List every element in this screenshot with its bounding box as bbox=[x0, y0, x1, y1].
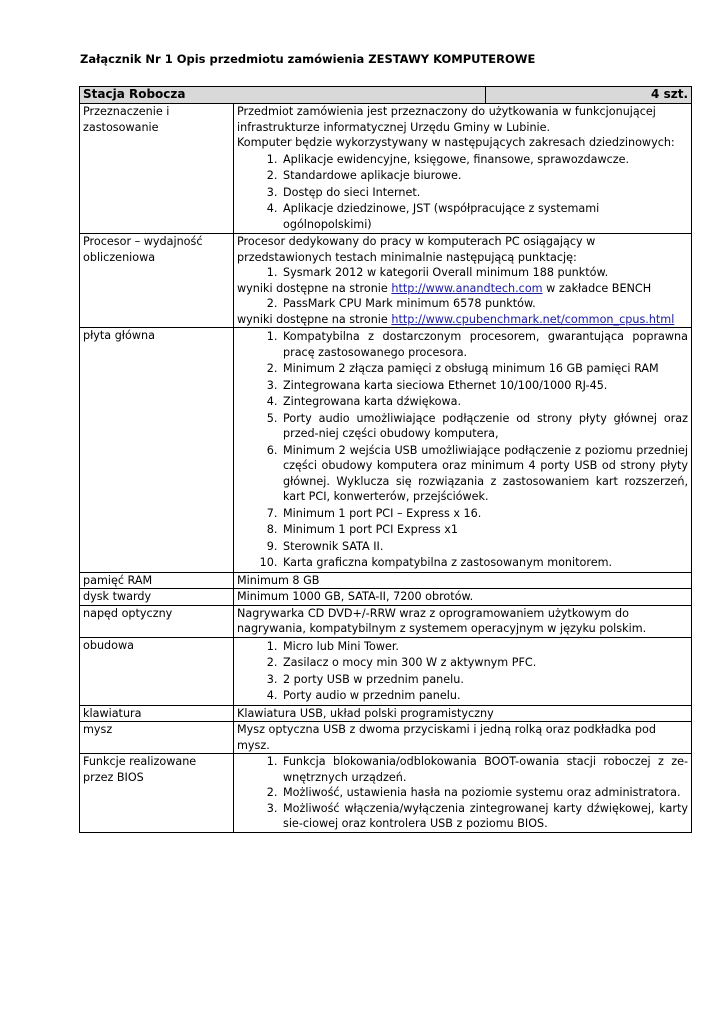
numbered-list bbox=[237, 152, 688, 233]
table-row bbox=[80, 572, 692, 589]
list-item: 3. Dostęp do sieci Internet. bbox=[281, 185, 688, 201]
cpubenchmark-link[interactable]: http://www.cpubenchmark.net/common_cpus.html bbox=[391, 312, 675, 326]
list-item: 2. Standardowe aplikacje biurowe. bbox=[281, 168, 688, 184]
row-value bbox=[234, 104, 692, 234]
row-value bbox=[234, 234, 692, 328]
list-item: 3. Zintegrowana karta sieciowa Ethernet 10/100/1000 RJ-45. bbox=[281, 378, 688, 394]
list-item: 4. Aplikacje dziedzinowe, JST (współpracujące z systemami ogólnopolskimi) bbox=[281, 201, 688, 232]
row-value: Mysz optyczna USB z dwoma przyciskami i jedną rolką oraz podkładka pod mysz. bbox=[234, 722, 692, 754]
table-row bbox=[80, 328, 692, 573]
row-value bbox=[234, 754, 692, 833]
list-item: 4. Porty audio w przednim panelu. bbox=[281, 688, 688, 704]
header-name: Stacja Robocza bbox=[80, 87, 486, 104]
list-item: 2. PassMark CPU Mark minimum 6578 punktów. bbox=[281, 296, 688, 312]
table-row bbox=[80, 589, 692, 606]
list-item: 4. Zintegrowana karta dźwiękowa. bbox=[281, 394, 688, 410]
table-row bbox=[80, 104, 692, 234]
table-row bbox=[80, 722, 692, 754]
row-label: płyta główna bbox=[80, 328, 234, 573]
table-header-row bbox=[80, 87, 692, 104]
numbered-list bbox=[237, 639, 688, 704]
row-label: obudowa bbox=[80, 637, 234, 705]
table-row bbox=[80, 234, 692, 328]
list-item: 1. Aplikacje ewidencyjne, księgowe, finansowe, sprawozdawcze. bbox=[281, 152, 688, 168]
row-text: Procesor dedykowany do pracy w komputerach PC osiągający w przedstawionych testach minimalnie następującą punktację: bbox=[237, 235, 596, 264]
list-item: 2. Możliwość, ustawienia hasła na poziomie systemu oraz administratora. bbox=[281, 785, 688, 801]
results-line bbox=[237, 312, 688, 328]
row-text: Przedmiot zamówienia jest przeznaczony do użytkowania w funkcjonującej infrastrukturze informatycznej Urzędu Gminy w Lubinie. bbox=[237, 105, 656, 134]
list-item: 7. Minimum 1 port PCI – Express x 16. bbox=[281, 506, 688, 522]
row-value: Nagrywarka CD DVD+/-RRW wraz z oprogramowaniem użytkowym do nagrywania, kompatybilnym z systemem operacyjnym w języku polskim. bbox=[234, 605, 692, 637]
table-row bbox=[80, 754, 692, 833]
numbered-list bbox=[237, 265, 688, 281]
list-item: 8. Minimum 1 port PCI Express x1 bbox=[281, 522, 688, 538]
results-prefix: wyniki dostępne na stronie bbox=[237, 312, 388, 326]
results-prefix: wyniki dostępne na stronie bbox=[237, 281, 388, 295]
list-item: 5. Porty audio umożliwiające podłączenie od strony płyty głównej oraz przed-niej części obudowy komputera, bbox=[281, 411, 688, 442]
row-label: mysz bbox=[80, 722, 234, 754]
row-value bbox=[234, 328, 692, 573]
row-text: Komputer będzie wykorzystywany w następujących zakresach dziedzinowych: bbox=[237, 136, 675, 149]
row-label: Procesor – wydajność obliczeniowa bbox=[80, 234, 234, 328]
list-item: 1. Funkcja blokowania/odblokowania BOOT-owania stacji roboczej z ze-wnętrznych urządzeń. bbox=[281, 754, 688, 785]
list-item: 3. 2 porty USB w przednim panelu. bbox=[281, 672, 688, 688]
row-label: napęd optyczny bbox=[80, 605, 234, 637]
row-label: Funkcje realizowane przez BIOS bbox=[80, 754, 234, 833]
row-label: klawiatura bbox=[80, 705, 234, 722]
row-label: Przeznaczenie i zastosowanie bbox=[80, 104, 234, 234]
header-qty: 4 szt. bbox=[486, 87, 692, 104]
row-value bbox=[234, 637, 692, 705]
list-item: 2. Minimum 2 złącza pamięci z obsługą minimum 16 GB pamięci RAM bbox=[281, 361, 688, 377]
list-item: 6. Minimum 2 wejścia USB umożliwiające podłączenie z poziomu przedniej części obudowy komputera oraz minimum 4 porty USB od strony płyty głównej. Wyklucza się rozwiązania z zastosowaniem kart rozszerzeń, kart PCI, konwerterów, przejściówek. bbox=[281, 443, 688, 505]
numbered-list bbox=[237, 329, 688, 571]
table-row bbox=[80, 637, 692, 705]
row-label: pamięć RAM bbox=[80, 572, 234, 589]
list-item: 2. Zasilacz o mocy min 300 W z aktywnym PFC. bbox=[281, 655, 688, 671]
results-line bbox=[237, 281, 688, 297]
list-item: 3. Możliwość włączenia/wyłączenia zintegrowanej karty dźwiękowej, karty sie-ciowej oraz kontrolera USB z poziomu BIOS. bbox=[281, 801, 688, 832]
row-label: dysk twardy bbox=[80, 589, 234, 606]
list-item: 1. Sysmark 2012 w kategorii Overall minimum 188 punktów. bbox=[281, 265, 688, 281]
table-row bbox=[80, 605, 692, 637]
document-title: Załącznik Nr 1 Opis przedmiotu zamówienia ZESTAWY KOMPUTEROWE bbox=[80, 52, 536, 66]
list-item: 10. Karta graficzna kompatybilna z zastosowanym monitorem. bbox=[281, 555, 688, 571]
numbered-list bbox=[237, 296, 688, 312]
numbered-list bbox=[237, 754, 688, 832]
table-row bbox=[80, 705, 692, 722]
anandtech-link[interactable]: http://www.anandtech.com bbox=[391, 281, 543, 295]
list-item: 9. Sterownik SATA II. bbox=[281, 539, 688, 555]
list-item: 1. Micro lub Mini Tower. bbox=[281, 639, 688, 655]
row-value: Minimum 8 GB bbox=[234, 572, 692, 589]
spec-table bbox=[79, 86, 692, 833]
row-value: Minimum 1000 GB, SATA-II, 7200 obrotów. bbox=[234, 589, 692, 606]
list-item: 1. Kompatybilna z dostarczonym procesorem, gwarantująca poprawna pracę zastosowanego procesora. bbox=[281, 329, 688, 360]
row-value: Klawiatura USB, układ polski programistyczny bbox=[234, 705, 692, 722]
results-suffix: w zakładce BENCH bbox=[546, 281, 652, 295]
